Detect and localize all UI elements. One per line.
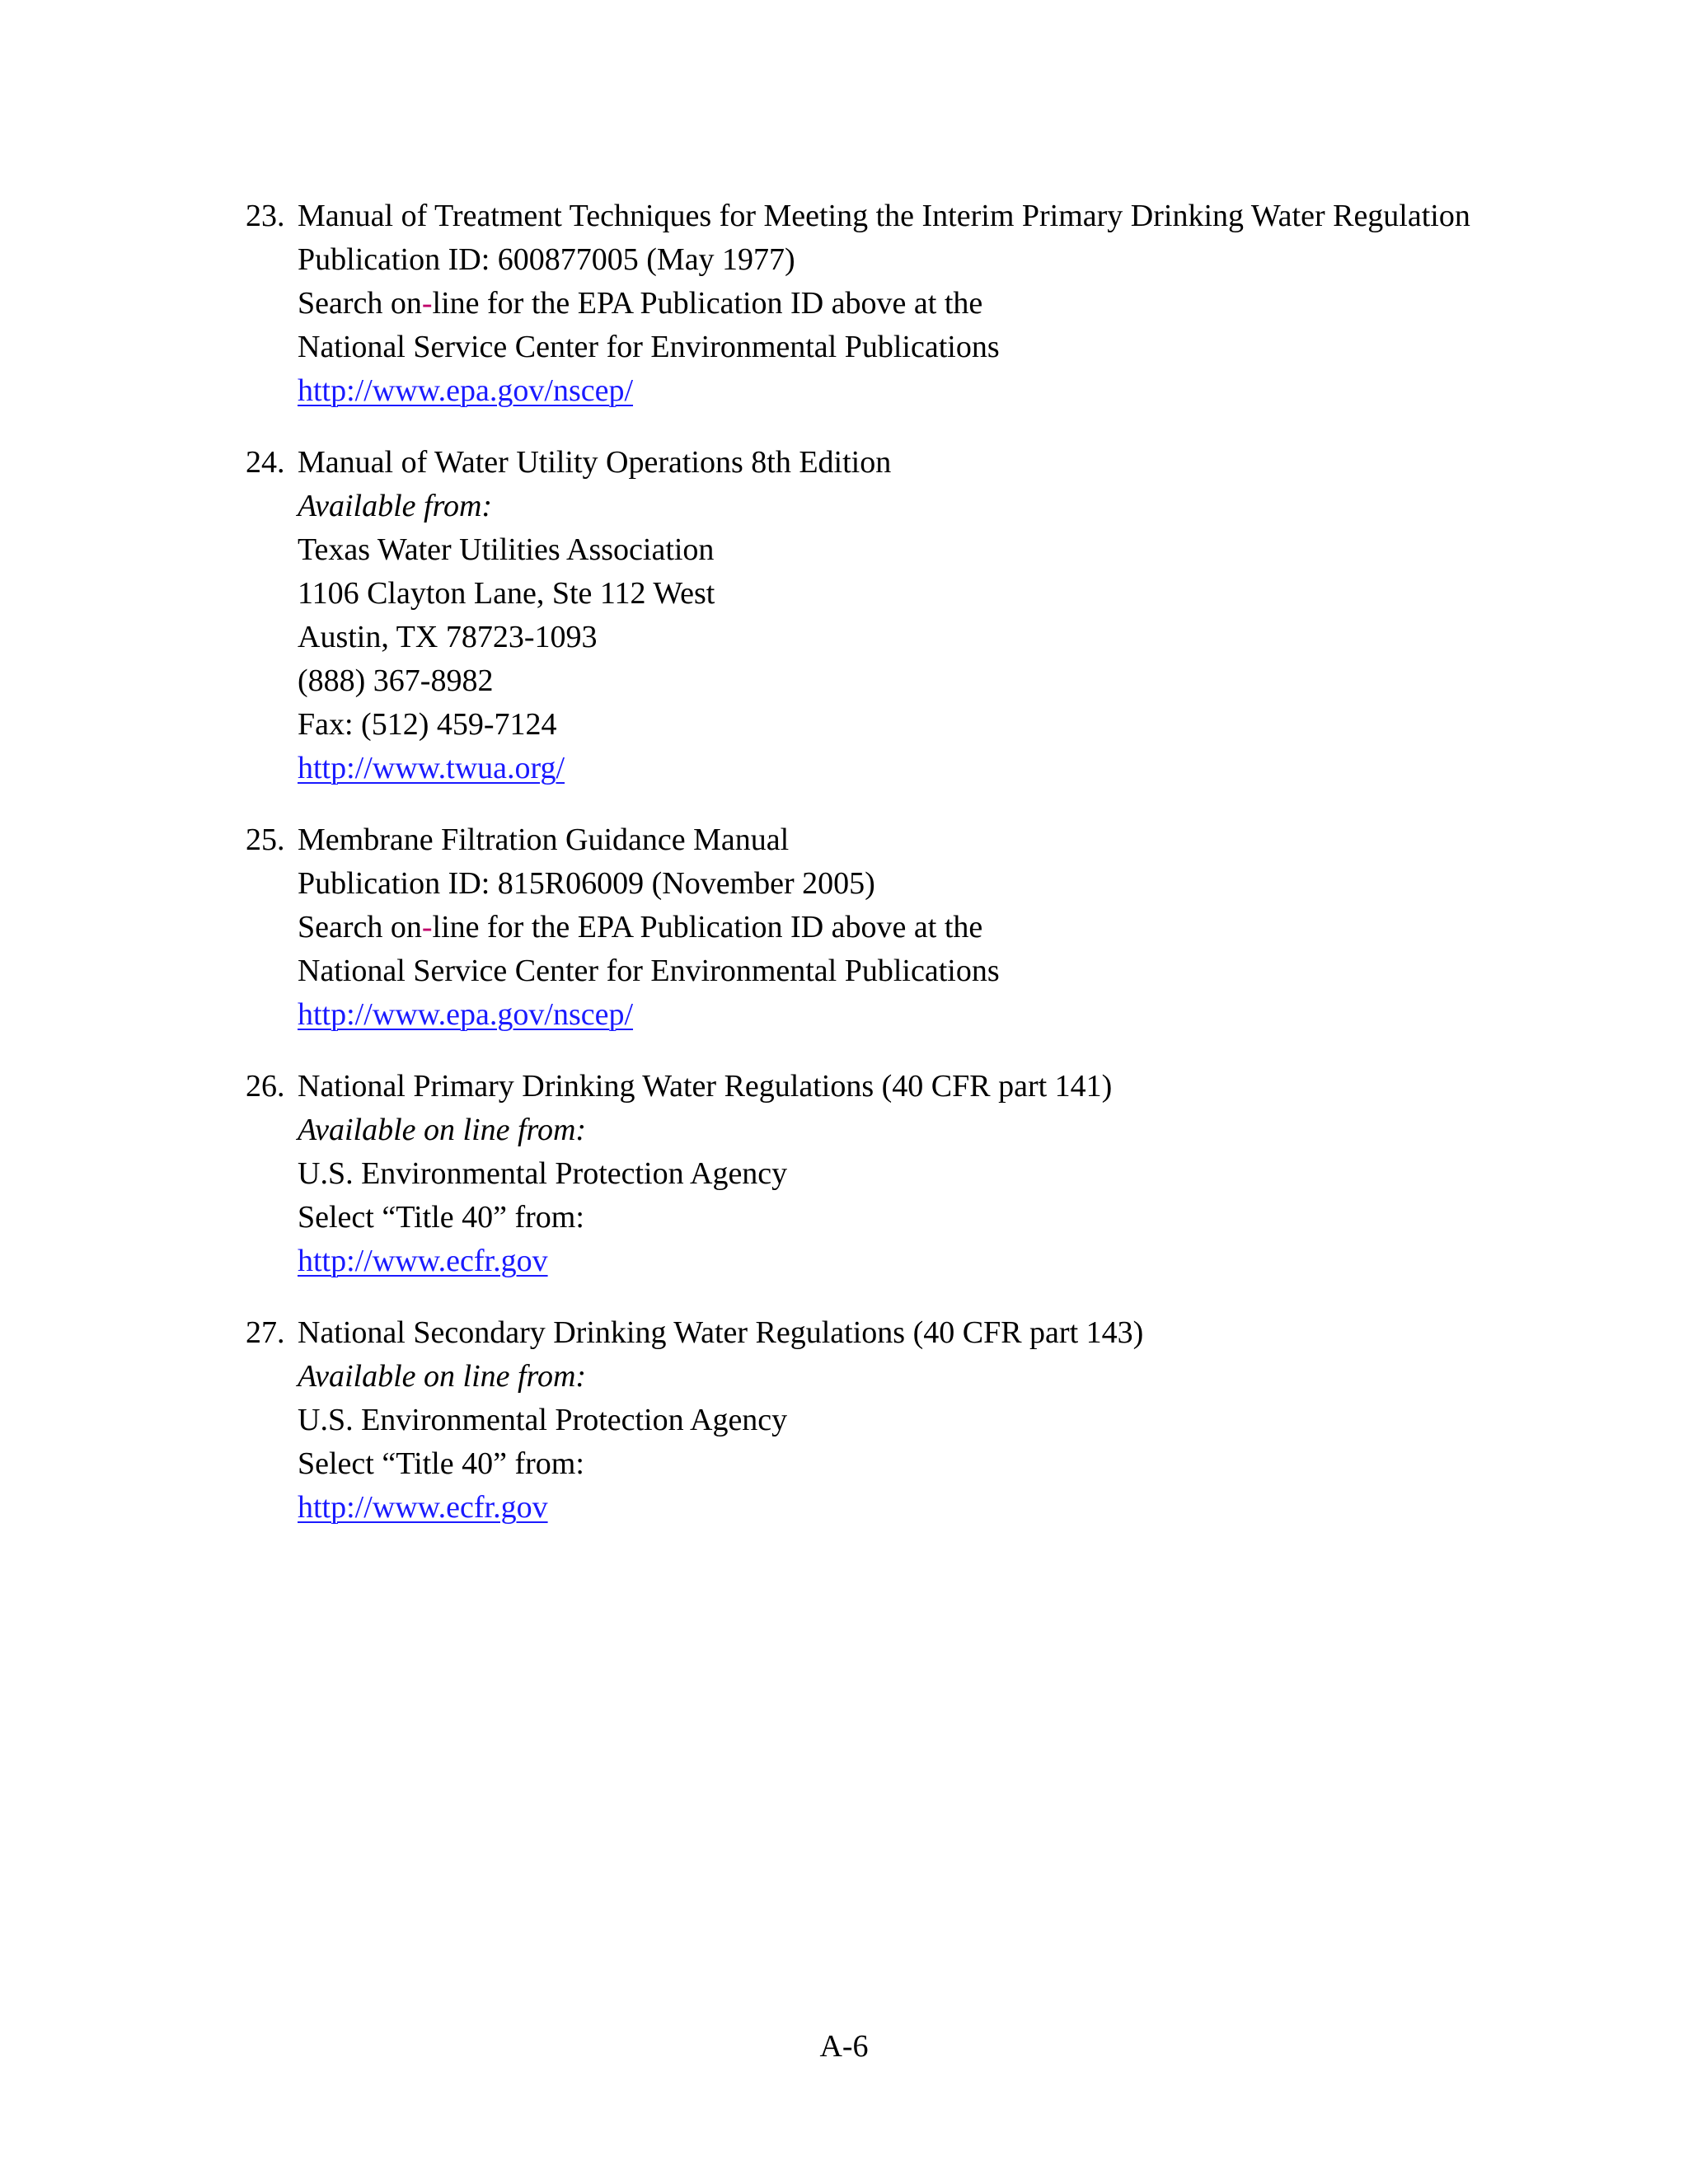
reference-item-27 [246, 1311, 1531, 1530]
nscep-link[interactable]: http://www.epa.gov/nscep/ [298, 997, 634, 1032]
search-text-start: Search on [298, 286, 422, 321]
reference-number: 27. [246, 1315, 285, 1350]
reference-title: Membrane Filtration Guidance Manual [298, 823, 790, 857]
availability-label: Available on line from: [298, 1359, 587, 1394]
select-instruction: Select “Title 40” from: [298, 1200, 584, 1235]
reference-number: 26. [246, 1069, 285, 1104]
service-center: National Service Center for Environmental Publications [298, 330, 1000, 364]
reference-item-23 [246, 194, 1531, 413]
address-line-2: Austin, TX 78723-1093 [298, 620, 598, 654]
reference-title: Manual of Treatment Techniques for Meeting the Interim Primary Drinking Water Regulation [298, 199, 1470, 233]
publication-id: Publication ID: 600877005 (May 1977) [298, 242, 795, 277]
reference-item-24 [246, 441, 1531, 790]
organization-name: Texas Water Utilities Association [298, 532, 715, 567]
reference-title: National Primary Drinking Water Regulations (40 CFR part 141) [298, 1069, 1113, 1104]
organization-name: U.S. Environmental Protection Agency [298, 1403, 788, 1437]
service-center: National Service Center for Environmental Publications [298, 954, 1000, 988]
fax-number: Fax: (512) 459-7124 [298, 707, 557, 742]
phone-number: (888) 367-8982 [298, 663, 494, 698]
reference-title: Manual of Water Utility Operations 8th Edition [298, 445, 892, 480]
search-hyphen: - [421, 286, 433, 321]
availability-label: Available on line from: [298, 1113, 587, 1147]
select-instruction: Select “Title 40” from: [298, 1446, 584, 1481]
page-number: A-6 [819, 2029, 869, 2064]
reference-item-26 [246, 1065, 1531, 1283]
reference-number: 23. [246, 199, 285, 233]
organization-name: U.S. Environmental Protection Agency [298, 1156, 788, 1191]
reference-number: 25. [246, 823, 285, 857]
search-text-end: line for the EPA Publication ID above at the [432, 286, 983, 321]
nscep-link[interactable]: http://www.epa.gov/nscep/ [298, 373, 634, 408]
search-text-end: line for the EPA Publication ID above at the [432, 910, 983, 944]
address-line-1: 1106 Clayton Lane, Ste 112 West [298, 576, 715, 611]
reference-list [246, 194, 1531, 1558]
availability-label: Available from: [298, 489, 493, 523]
reference-item-25 [246, 818, 1531, 1037]
ecfr-link[interactable]: http://www.ecfr.gov [298, 1244, 548, 1278]
reference-number: 24. [246, 445, 285, 480]
search-text-start: Search on [298, 910, 422, 944]
search-instruction [298, 906, 1531, 949]
search-hyphen: - [421, 910, 433, 944]
ecfr-link[interactable]: http://www.ecfr.gov [298, 1490, 548, 1525]
twua-link[interactable]: http://www.twua.org/ [298, 751, 565, 785]
publication-id: Publication ID: 815R06009 (November 2005) [298, 866, 875, 901]
search-instruction [298, 282, 1531, 326]
reference-title: National Secondary Drinking Water Regulations (40 CFR part 143) [298, 1315, 1144, 1350]
